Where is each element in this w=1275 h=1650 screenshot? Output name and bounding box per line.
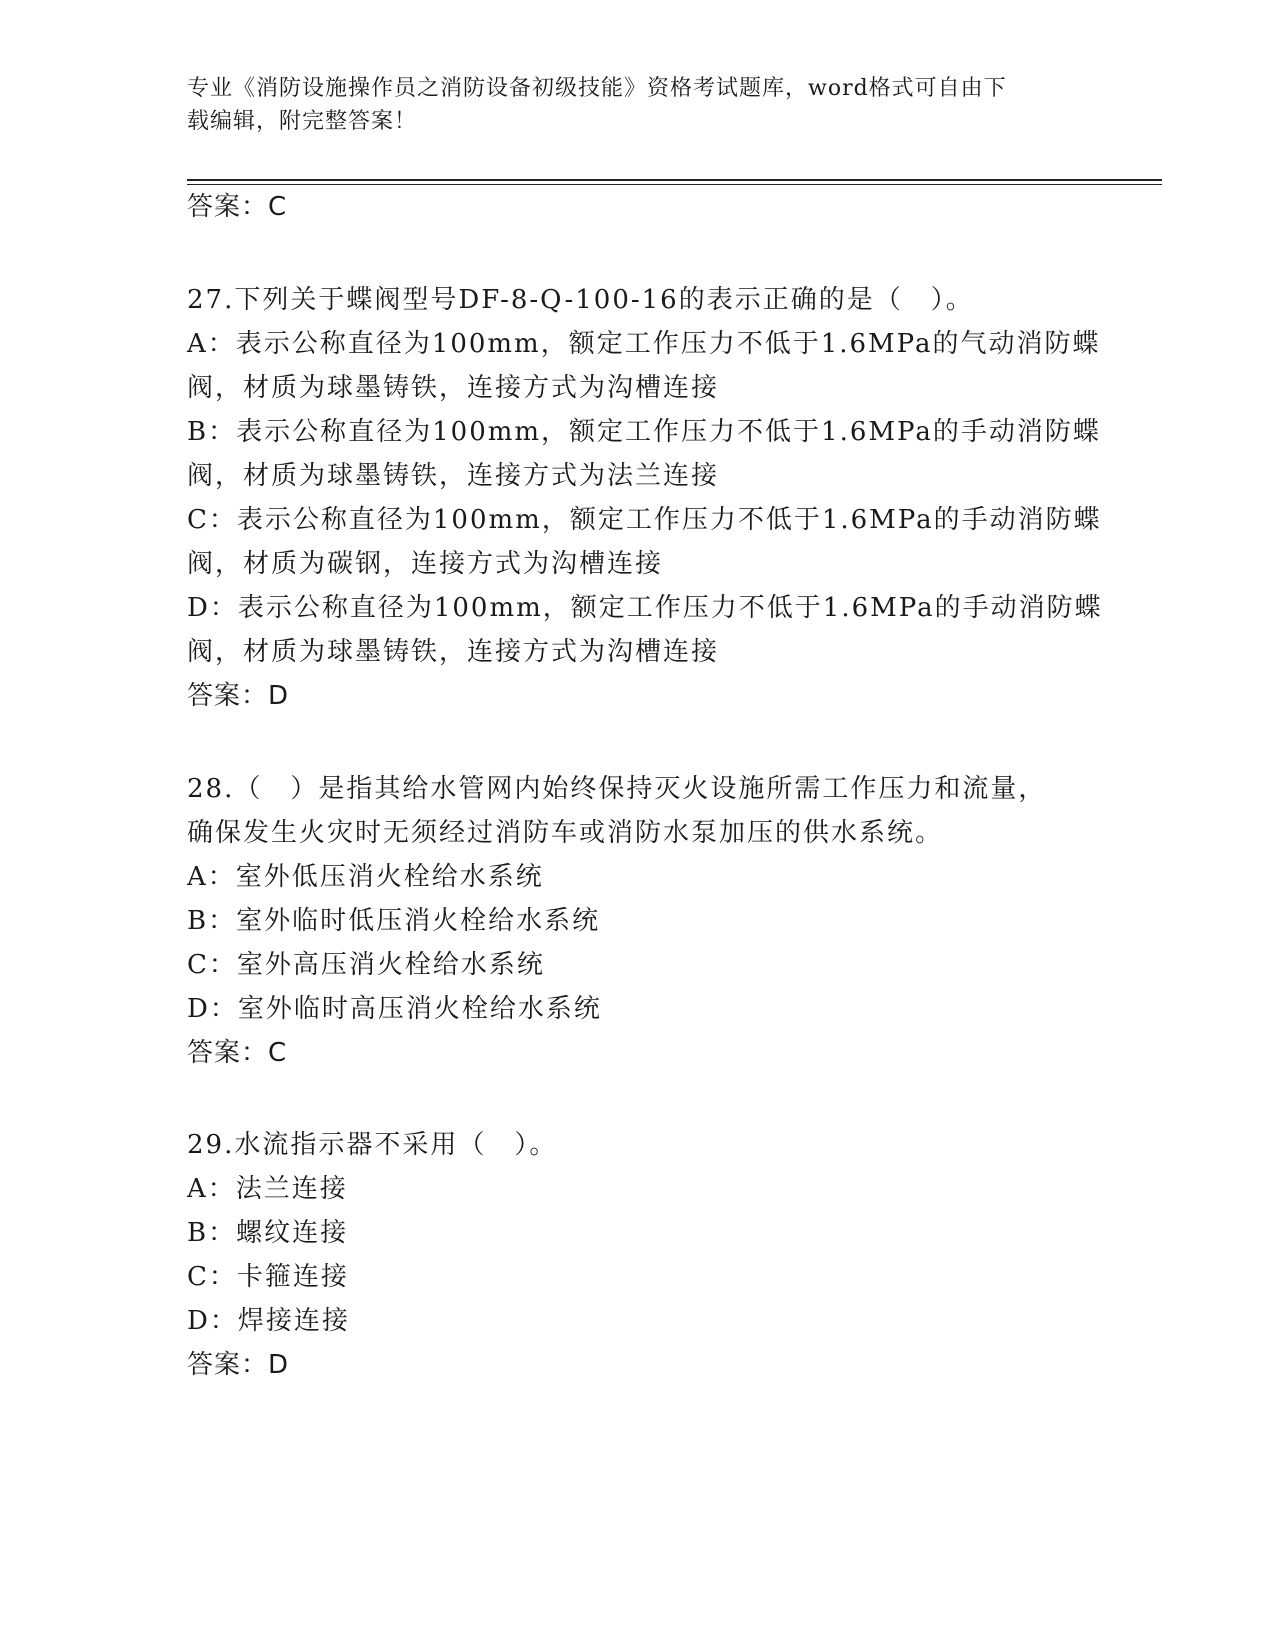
q27-option-c-line1: C：表示公称直径为100mm，额定工作压力不低于1.6MPa的手动消防蝶 [187, 505, 1102, 535]
q29-option-b: B：螺纹连接 [187, 1218, 349, 1248]
q28-option-c: C：室外高压消火栓给水系统 [187, 950, 545, 980]
q27-option-d-line2: 阀，材质为球墨铸铁，连接方式为沟槽连接 [187, 637, 720, 667]
q27-stem: 27.下列关于蝶阀型号DF-8-Q-100-16的表示正确的是（ ）。 [187, 285, 974, 315]
prev-answer: 答案：C [187, 192, 288, 222]
q27-option-b-line1: B：表示公称直径为100mm，额定工作压力不低于1.6MPa的手动消防蝶 [187, 417, 1101, 447]
q27-option-c-line2: 阀，材质为碳钢，连接方式为沟槽连接 [187, 549, 664, 579]
document-header [187, 72, 1087, 138]
header-rule-thin [187, 184, 1162, 185]
q29-stem: 29.水流指示器不采用（ ）。 [187, 1130, 558, 1160]
q29-option-d: D：焊接连接 [187, 1306, 350, 1336]
header-rule-thick [187, 179, 1162, 181]
q28-option-d: D：室外临时高压消火栓给水系统 [187, 994, 602, 1024]
q27-option-d-line1: D：表示公称直径为100mm，额定工作压力不低于1.6MPa的手动消防蝶 [187, 593, 1103, 623]
q28-stem-line2: 确保发生火灾时无须经过消防车或消防水泵加压的供水系统。 [187, 818, 944, 848]
q28-answer: 答案：C [187, 1038, 288, 1068]
q28-stem-line1: 28.（ ）是指其给水管网内始终保持灭火设施所需工作压力和流量， [187, 774, 1047, 804]
q27-option-b-line2: 阀，材质为球墨铸铁，连接方式为法兰连接 [187, 461, 720, 491]
header-line-1: 专业《消防设施操作员之消防设备初级技能》资格考试题库，word格式可自由下 [187, 76, 1007, 101]
q27-option-a-line1: A：表示公称直径为100mm，额定工作压力不低于1.6MPa的气动消防蝶 [187, 329, 1101, 359]
q27-answer: 答案：D [187, 681, 290, 711]
q27-option-a-line2: 阀，材质为球墨铸铁，连接方式为沟槽连接 [187, 373, 720, 403]
q28-option-b: B：室外临时低压消火栓给水系统 [187, 906, 601, 936]
q29-option-a: A：法兰连接 [187, 1174, 348, 1204]
q29-answer: 答案：D [187, 1350, 290, 1380]
q29-option-c: C：卡箍连接 [187, 1262, 349, 1292]
q28-option-a: A：室外低压消火栓给水系统 [187, 862, 544, 892]
header-line-2: 载编辑，附完整答案！ [187, 109, 418, 134]
